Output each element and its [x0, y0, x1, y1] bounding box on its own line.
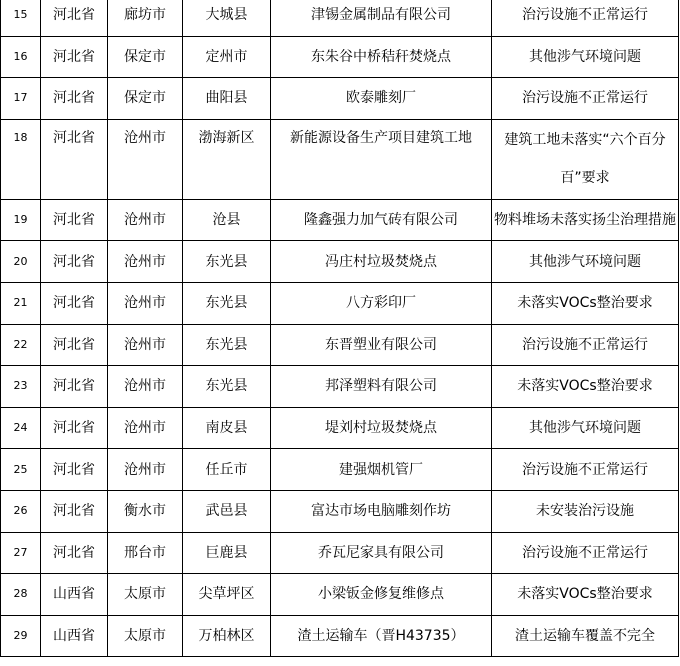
issue-cell: 未安装治污设施: [492, 490, 679, 532]
province-cell: 河北省: [41, 78, 108, 120]
company-name-cell: 小梁钣金修复维修点: [271, 574, 492, 616]
province-cell: 河北省: [41, 532, 108, 574]
county-cell: 渤海新区: [183, 119, 271, 199]
city-cell: 沧州市: [108, 119, 183, 199]
province-cell: 河北省: [41, 282, 108, 324]
province-cell: 河北省: [41, 199, 108, 241]
table-body: [1, 0, 679, 657]
issue-cell: 治污设施不正常运行: [492, 324, 679, 366]
city-cell: 邢台市: [108, 532, 183, 574]
county-cell: 任丘市: [183, 449, 271, 491]
row-number: 21: [1, 282, 41, 324]
row-number: 24: [1, 407, 41, 449]
province-cell: 河北省: [41, 449, 108, 491]
issue-cell: 其他涉气环境问题: [492, 407, 679, 449]
province-cell: 河北省: [41, 324, 108, 366]
table-row: [1, 324, 679, 366]
county-cell: 武邑县: [183, 490, 271, 532]
table-row: [1, 36, 679, 78]
city-cell: 廊坊市: [108, 0, 183, 36]
province-cell: 河北省: [41, 241, 108, 283]
county-cell: 万柏林区: [183, 615, 271, 657]
issue-cell: 治污设施不正常运行: [492, 78, 679, 120]
company-name-cell: 富达市场电脑雕刻作坊: [271, 490, 492, 532]
issue-cell: 其他涉气环境问题: [492, 36, 679, 78]
city-cell: 衡水市: [108, 490, 183, 532]
table-row: [1, 490, 679, 532]
issue-line-2: 百”要求: [560, 170, 610, 187]
row-number: 29: [1, 615, 41, 657]
company-name-cell: 隆鑫强力加气砖有限公司: [271, 199, 492, 241]
issue-cell: 未落实VOCs整治要求: [492, 366, 679, 408]
row-number: 22: [1, 324, 41, 366]
table-row: [1, 119, 679, 199]
province-cell: 山西省: [41, 574, 108, 616]
issue-line-1: 建筑工地未落实“六个百分: [504, 132, 666, 149]
table-row: [1, 241, 679, 283]
county-cell: 大城县: [183, 0, 271, 36]
row-number: 19: [1, 199, 41, 241]
issue-cell: 治污设施不正常运行: [492, 0, 679, 36]
table-row: [1, 615, 679, 657]
county-cell: 东光县: [183, 282, 271, 324]
table-row: [1, 407, 679, 449]
city-cell: 沧州市: [108, 407, 183, 449]
county-cell: 东光县: [183, 241, 271, 283]
table-row: [1, 78, 679, 120]
company-name-cell: 津锡金属制品有限公司: [271, 0, 492, 36]
county-cell: 东光县: [183, 366, 271, 408]
row-number: 16: [1, 36, 41, 78]
province-cell: 河北省: [41, 119, 108, 199]
city-cell: 保定市: [108, 36, 183, 78]
issue-cell: 其他涉气环境问题: [492, 241, 679, 283]
province-cell: 河北省: [41, 36, 108, 78]
company-name-cell: 八方彩印厂: [271, 282, 492, 324]
province-cell: 河北省: [41, 490, 108, 532]
company-name-cell: 欧泰雕刻厂: [271, 78, 492, 120]
company-name-cell: 东朱谷中桥秸秆焚烧点: [271, 36, 492, 78]
company-name-cell: 冯庄村垃圾焚烧点: [271, 241, 492, 283]
table-row: [1, 282, 679, 324]
company-name-cell: 新能源设备生产项目建筑工地: [271, 119, 492, 199]
issue-cell: 渣土运输车覆盖不完全: [492, 615, 679, 657]
issue-cell: 治污设施不正常运行: [492, 449, 679, 491]
row-number: 26: [1, 490, 41, 532]
issue-cell: 未落实VOCs整治要求: [492, 282, 679, 324]
city-cell: 沧州市: [108, 282, 183, 324]
province-cell: 河北省: [41, 407, 108, 449]
company-name-cell: 东晋塑业有限公司: [271, 324, 492, 366]
company-name-cell: 乔瓦尼家具有限公司: [271, 532, 492, 574]
city-cell: 太原市: [108, 615, 183, 657]
county-cell: 南皮县: [183, 407, 271, 449]
county-cell: 定州市: [183, 36, 271, 78]
county-cell: 东光县: [183, 324, 271, 366]
table-row: [1, 199, 679, 241]
issue-cell: 治污设施不正常运行: [492, 532, 679, 574]
row-number: 23: [1, 366, 41, 408]
table-row: [1, 532, 679, 574]
company-name-cell: 渣土运输车（晋H43735）: [271, 615, 492, 657]
city-cell: 保定市: [108, 78, 183, 120]
row-number: 17: [1, 78, 41, 120]
row-number: 28: [1, 574, 41, 616]
county-cell: 沧县: [183, 199, 271, 241]
city-cell: 太原市: [108, 574, 183, 616]
city-cell: 沧州市: [108, 241, 183, 283]
table-row: [1, 0, 679, 36]
county-cell: 曲阳县: [183, 78, 271, 120]
row-number: 27: [1, 532, 41, 574]
company-name-cell: 建强烟机管厂: [271, 449, 492, 491]
county-cell: 尖草坪区: [183, 574, 271, 616]
province-cell: 河北省: [41, 0, 108, 36]
table-row: [1, 574, 679, 616]
province-cell: 山西省: [41, 615, 108, 657]
city-cell: 沧州市: [108, 449, 183, 491]
city-cell: 沧州市: [108, 324, 183, 366]
city-cell: 沧州市: [108, 199, 183, 241]
row-number: 25: [1, 449, 41, 491]
row-number: 20: [1, 241, 41, 283]
company-name-cell: 堤刘村垃圾焚烧点: [271, 407, 492, 449]
issue-cell: 物料堆场未落实扬尘治理措施: [492, 199, 679, 241]
company-name-cell: 邦泽塑料有限公司: [271, 366, 492, 408]
row-number: 18: [1, 119, 41, 199]
issue-cell: [492, 119, 679, 199]
issue-cell: 未落实VOCs整治要求: [492, 574, 679, 616]
city-cell: 沧州市: [108, 366, 183, 408]
row-number: 15: [1, 0, 41, 36]
province-cell: 河北省: [41, 366, 108, 408]
table-row: [1, 366, 679, 408]
county-cell: 巨鹿县: [183, 532, 271, 574]
table-row: [1, 449, 679, 491]
